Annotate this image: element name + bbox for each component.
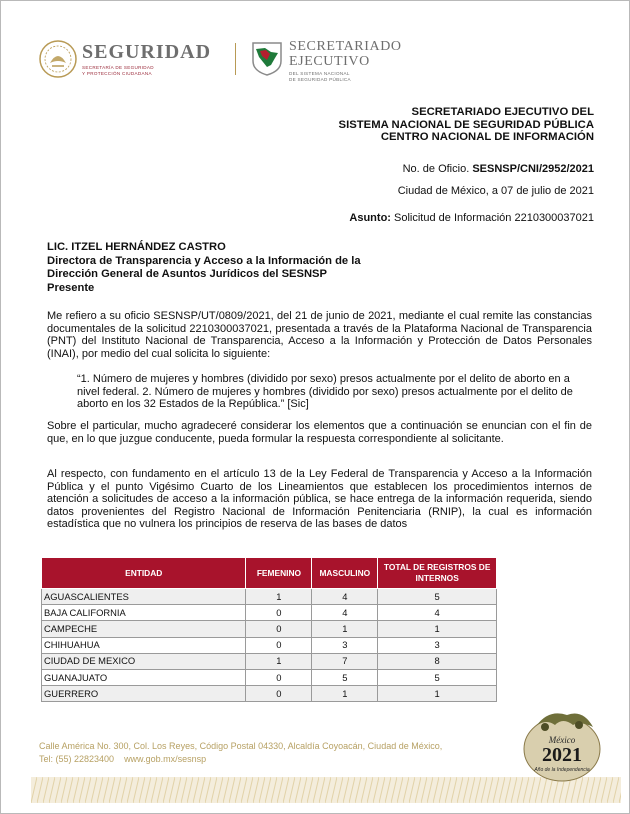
body-paragraph: Al respecto, con fundamento en el artículo 13 de la Ley Federal de Transparencia y Acceso a la Información Pública y el punto Vigésimo Cuarto de los Lineamientos que establecen los procedimientos internos de atención a solicitudes de acceso a la información pública, se hace entrega de la información requerida, siendo datos provenientes del Registro Nacional de Información Penitenciaria (RNIP), la cual es información estadística que no vulnera los principios de reserva de las bases de datos [47, 468, 592, 531]
cell-total: 5 [378, 589, 497, 605]
badge-top: México [548, 735, 576, 745]
seguridad-subtitle: SECRETARÍA DE SEGURIDAD Y PROTECCIÓN CIUDADANA [82, 65, 154, 76]
inmates-table [41, 557, 497, 702]
letterhead-line: SISTEMA NACIONAL DE SEGURIDAD PÚBLICA [338, 118, 594, 131]
column-header: MASCULINO [312, 558, 378, 589]
body-paragraph: Me refiero a su oficio SESNSP/UT/0809/2021, del 21 de junio de 2021, mediante el cual remite las constancias documentales de la solicitud 2210300037021, presentada a través de la Plataforma Nacional de Transparencia (PNT) del Instituto Nacional de Transparencia, Acceso a la Información y Protección de Datos Personales (INAI), por medio del cual solicita lo siguiente: [47, 310, 592, 360]
letterhead-line: SECRETARIADO EJECUTIVO DEL [411, 106, 594, 118]
cell-entidad: CAMPECHE [42, 621, 246, 637]
quoted-request: “1. Número de mujeres y hombres (dividido por sexo) presos actualmente por el delito de aborto en a nivel federal. 2. Número de mujeres y hombres (dividido por sexo) presos actualmente por el delito de aborto en los 32 Estados de la República.” [Sic] [77, 373, 573, 411]
column-header: TOTAL DE REGISTROS DE INTERNOS [378, 558, 497, 589]
cell-masculino: 1 [312, 621, 378, 637]
column-header: ENTIDAD [42, 558, 246, 589]
secretariado-word: SECRETARIADO [289, 39, 402, 54]
cell-total: 4 [378, 605, 497, 621]
sesnsp-logo [251, 39, 421, 83]
national-seal-icon [38, 39, 78, 79]
cell-masculino: 5 [312, 669, 378, 685]
cell-femenino: 0 [246, 686, 312, 702]
sesnsp-subtitle: DEL SISTEMA NACIONAL DE SEGURIDAD PÚBLICA [289, 71, 351, 82]
cell-entidad: CHIHUAHUA [42, 637, 246, 653]
oficio-number: No. de Oficio. SESNSP/CNI/2952/2021 [402, 163, 594, 175]
cell-total: 8 [378, 653, 497, 669]
cell-entidad: AGUASCALIENTES [42, 589, 246, 605]
table-row [42, 605, 497, 621]
letterhead-line: CENTRO NACIONAL DE INFORMACIÓN [380, 131, 594, 143]
cell-entidad: GUANAJUATO [42, 669, 246, 685]
footer-phone: Tel: (55) 22823400 [39, 754, 115, 764]
cell-femenino: 1 [246, 589, 312, 605]
cell-femenino: 0 [246, 621, 312, 637]
cell-masculino: 4 [312, 589, 378, 605]
cell-total: 1 [378, 686, 497, 702]
footer-address-line: Calle América No. 300, Col. Los Reyes, Código Postal 04330, Alcaldía Coyoacán, Ciudad de México, [39, 741, 443, 751]
cell-masculino: 3 [312, 637, 378, 653]
cell-total: 5 [378, 669, 497, 685]
table-row [42, 669, 497, 685]
mexico-2021-badge-icon [517, 705, 607, 783]
badge-subtitle: Año de la Independencia [534, 767, 590, 773]
cell-total: 1 [378, 621, 497, 637]
footer-web: www.gob.mx/sesnsp [124, 754, 207, 764]
cell-masculino: 7 [312, 653, 378, 669]
table-row [42, 686, 497, 702]
seguridad-logo [38, 39, 228, 81]
addressee-title: Dirección General de Asuntos Jurídicos del SESNSP [47, 268, 327, 280]
cell-femenino: 0 [246, 669, 312, 685]
table-row [42, 653, 497, 669]
cell-entidad: GUERRERO [42, 686, 246, 702]
addressee-block [47, 241, 361, 295]
cell-total: 3 [378, 637, 497, 653]
table-row [42, 589, 497, 605]
table-header-row [42, 558, 497, 589]
asunto: Asunto: Solicitud de Información 2210300037021 [349, 212, 594, 224]
badge-year: 2021 [542, 744, 582, 766]
shield-map-icon [251, 41, 283, 77]
cell-femenino: 1 [246, 653, 312, 669]
column-header: FEMENINO [246, 558, 312, 589]
ejecutivo-word: EJECUTIVO [289, 54, 370, 69]
letterhead [339, 106, 594, 144]
addressee-name: LIC. ITZEL HERNÁNDEZ CASTRO [47, 241, 226, 253]
cell-femenino: 0 [246, 605, 312, 621]
cell-masculino: 1 [312, 686, 378, 702]
cell-masculino: 4 [312, 605, 378, 621]
cell-femenino: 0 [246, 637, 312, 653]
presente: Presente [47, 281, 95, 294]
cell-entidad: CIUDAD DE MEXICO [42, 653, 246, 669]
seguridad-wordmark: SEGURIDAD [82, 41, 212, 63]
table-row [42, 621, 497, 637]
addressee-title: Directora de Transparencia y Acceso a la Información de la [47, 254, 361, 267]
logo-divider [235, 43, 236, 75]
footer-address [39, 740, 442, 766]
cell-entidad: BAJA CALIFORNIA [42, 605, 246, 621]
place-date: Ciudad de México, a 07 de julio de 2021 [397, 185, 594, 197]
table-row [42, 637, 497, 653]
body-paragraph: Sobre el particular, mucho agradeceré considerar los elementos que a continuación se enuncian con el fin de que, en lo que juzgue conducente, pueda formular la respuesta correspondiente al solicitante. [47, 420, 592, 445]
